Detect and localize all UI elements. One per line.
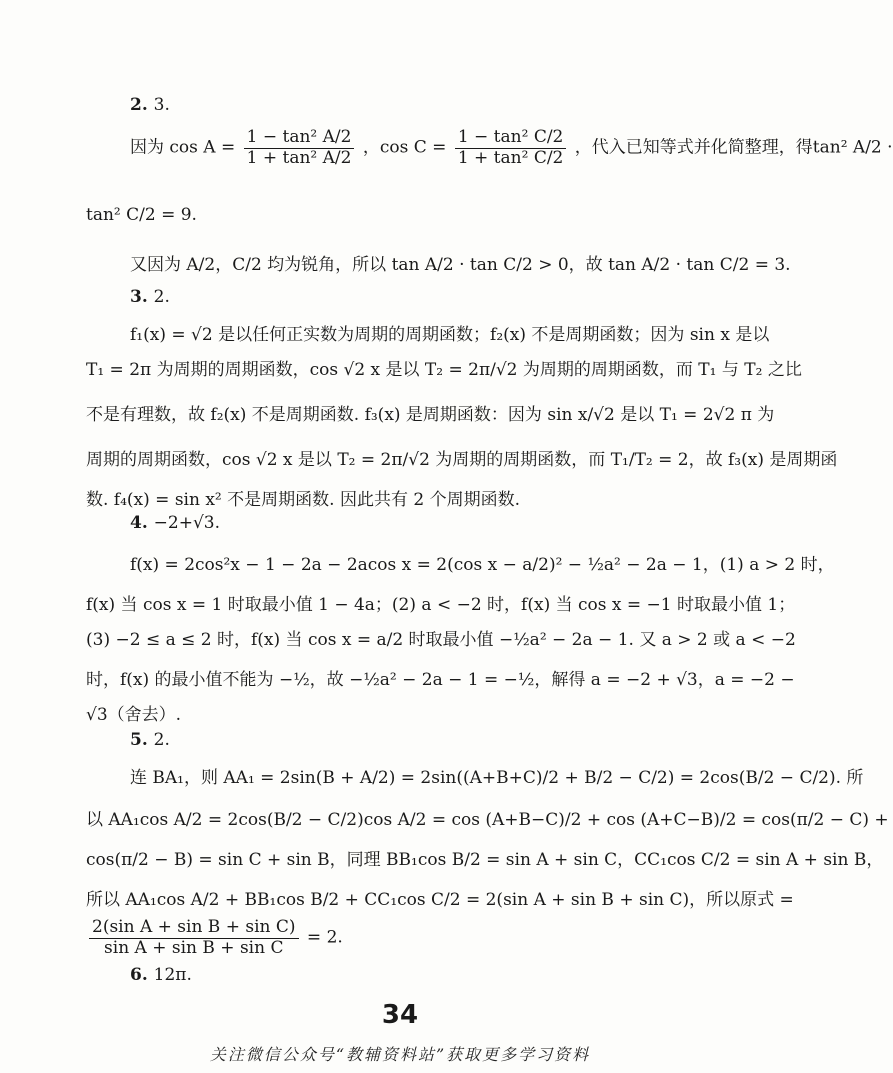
item-4-line-5: √3（舍去）.	[86, 705, 182, 725]
item-5-line-4: 所以 AA₁cos A/2 + BB₁cos B/2 + CC₁cos C/2 = 2(sin A + sin B + sin C)，所以原式 =	[86, 890, 794, 910]
item-4-line-4: 时，f(x) 的最小值不能为 −½，故 −½a² − 2a − 1 = −½，解得 a = −2 + √3，a = −2 −	[86, 670, 795, 690]
item-2-line-2: tan² C/2 = 9.	[86, 205, 197, 225]
item-3-line-5: 数. f₄(x) = sin x² 不是周期函数. 因此共有 2 个周期函数.	[86, 490, 520, 510]
item-5-line-2: 以 AA₁cos A/2 = 2cos(B/2 − C/2)cos A/2 = cos (A+B−C)/2 + cos (A+C−B)/2 = cos(π/2 − C) +	[86, 810, 889, 830]
item-3-header: 3. 2.	[130, 287, 170, 307]
item-4-line-3: (3) −2 ≤ a ≤ 2 时，f(x) 当 cos x = a/2 时取最小值 −½a² − 2a − 1. 又 a > 2 或 a < −2	[86, 630, 796, 650]
item-5-line-1: 连 BA₁，则 AA₁ = 2sin(B + A/2) = 2sin((A+B+C)/2 + B/2 − C/2) = 2cos(B/2 − C/2). 所	[130, 768, 864, 788]
footer-note: 关注微信公众号“教辅资料站”获取更多学习资料	[209, 1045, 591, 1064]
cosC-fraction: $\frac{\text{1 − tan² C/2}}{\text{1 + tan² C/2}}$	[455, 128, 567, 168]
cosA-fraction: $\frac{\text{1 − tan² A/2}}{\text{1 + tan² A/2}}$	[244, 128, 355, 168]
item-3-line-3: 不是有理数，故 f₂(x) 不是周期函数. f₃(x) 是周期函数：因为 sin x/√2 是以 T₁ = 2√2 π 为	[86, 405, 775, 425]
item-5-line-3: cos(π/2 − B) = sin C + sin B，同理 BB₁cos B/2 = sin A + sin C，CC₁cos C/2 = sin A + sin B，	[86, 850, 884, 870]
item-2-line-3: 又因为 A/2，C/2 均为锐角，所以 tan A/2 · tan C/2 > 0，故 tan A/2 · tan C/2 = 3.	[130, 255, 791, 275]
item-3-line-1: f₁(x) = √2 是以任何正实数为周期的周期函数；f₂(x) 不是周期函数；因为 sin x 是以	[130, 325, 770, 345]
page-number: 34	[381, 1000, 419, 1030]
item-2-line-1: 因为 cos A = $\frac{\text{1 − tan² A/2}}{\text{1 + tan² A/2}}$ ，cos C = $\frac{\text{1 − tan² C/2}}{\text{1 + tan² C/2}}$ ，代入已知等式并化简整理，得tan² A/2 ·	[130, 127, 893, 168]
final-fraction: $\frac{\text{2(sin A + sin B + sin C)}}{\text{sin A + sin B + sin C}}$	[89, 918, 299, 958]
item-3-line-4: 周期的周期函数，cos √2 x 是以 T₂ = 2π/√2 为周期的周期函数，而 T₁/T₂ = 2，故 f₃(x) 是周期函	[86, 450, 838, 470]
item-3-line-2: T₁ = 2π 为周期的周期函数，cos √2 x 是以 T₂ = 2π/√2 为周期的周期函数，而 T₁ 与 T₂ 之比	[86, 360, 802, 380]
item-5-line-5: $\frac{\text{2(sin A + sin B + sin C)}}{\text{sin A + sin B + sin C}}$ = 2.	[86, 918, 343, 958]
item-4-line-2: f(x) 当 cos x = 1 时取最小值 1 − 4a；(2) a < −2 时，f(x) 当 cos x = −1 时取最小值 1；	[86, 595, 796, 615]
item-2-header: 2. 3.	[130, 95, 170, 115]
item-6-header: 6. 12π.	[130, 965, 192, 985]
item-5-header: 5. 2.	[130, 730, 170, 750]
item-4-header: 4. −2+√3.	[130, 513, 221, 533]
item-4-line-1: f(x) = 2cos²x − 1 − 2a − 2acos x = 2(cos x − a/2)² − ½a² − 2a − 1，(1) a > 2 时，	[130, 555, 835, 575]
